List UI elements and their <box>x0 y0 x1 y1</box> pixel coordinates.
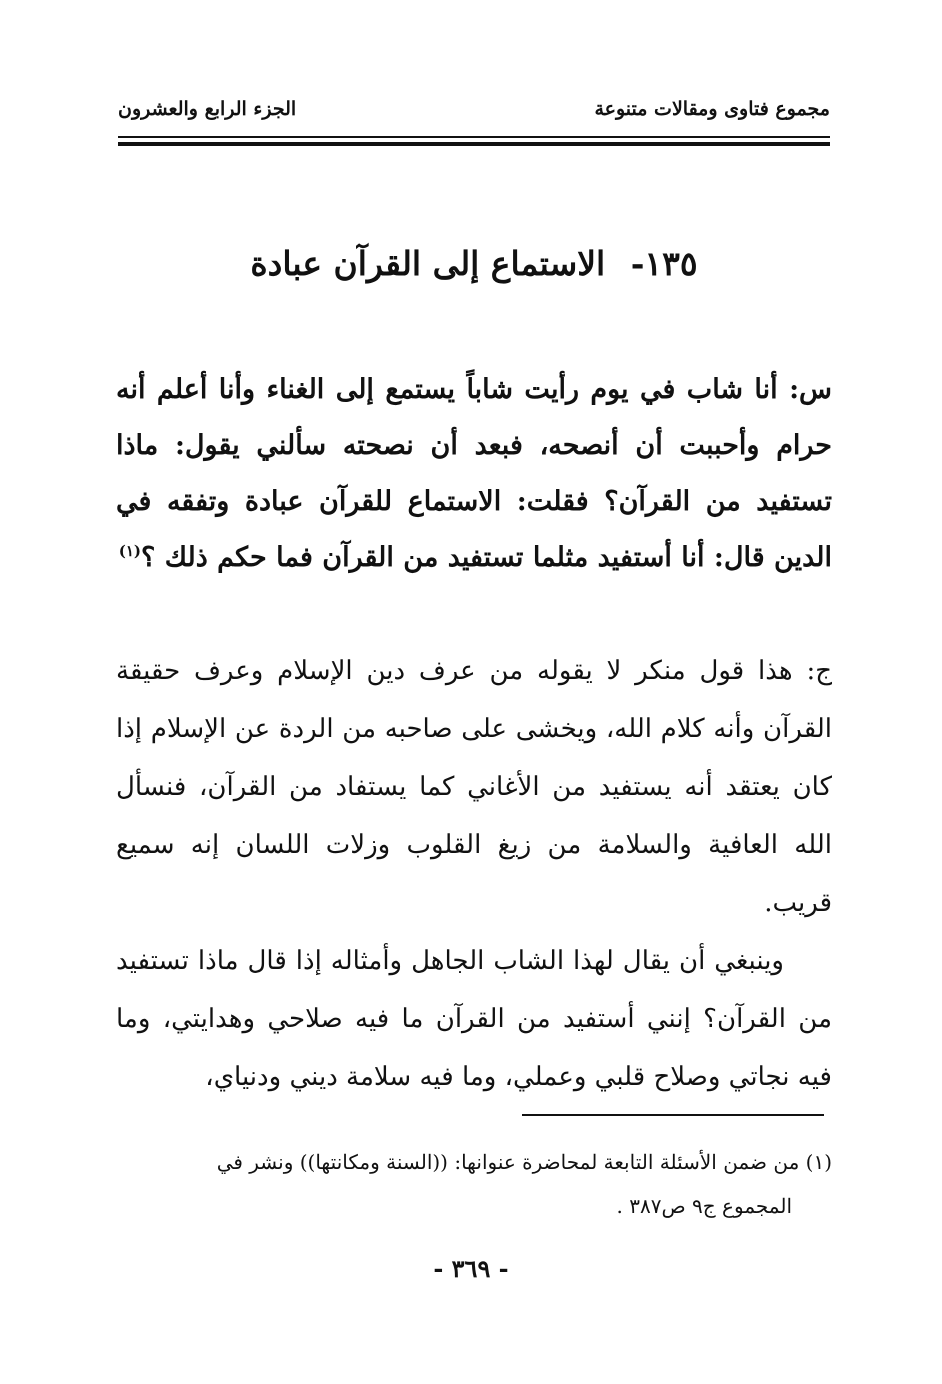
answer-paragraph: وينبغي أن يقال لهذا الشاب الجاهل وأمثاله إذا قال ماذا تستفيد من القرآن؟ إنني أستفيد من القرآن ما فيه صلاحي وهدايتي، وما فيه نجاتي وصلاح قلبي وعملي، وما فيه سلامة ديني ودنياي، <box>116 946 832 1092</box>
answer-paragraph: ج: هذا قول منكر لا يقوله من عرف دين الإسلام وعرف حقيقة القرآن وأنه كلام الله، ويخشى على صاحبه من الردة عن الإسلام إذا كان يعتقد أنه يستفيد من الأغاني كما يستفاد من القرآن، فنسأل الله العافية والسلامة من زيغ القلوب وزلات اللسان إنه سميع قريب. <box>116 656 832 918</box>
chapter-heading <box>118 244 830 283</box>
question-block <box>116 362 832 586</box>
page-number: - ٣٦٩ - <box>433 1254 509 1283</box>
footnote-line: (١) من ضمن الأسئلة التابعة لمحاضرة عنوانها: ((السنة ومكانتها)) ونشر في <box>216 1150 832 1174</box>
header-rule-thick <box>118 142 830 146</box>
footnote <box>116 1140 832 1228</box>
header-rule-thin <box>118 136 830 138</box>
volume-label: الجزء الرابع والعشرون <box>118 98 297 120</box>
footnote-separator <box>522 1114 824 1116</box>
footnote-line: المجموع ج٩ ص٣٨٧ . <box>616 1194 792 1218</box>
chapter-number: ١٣٥- <box>630 244 698 283</box>
chapter-title: الاستماع إلى القرآن عبادة <box>250 244 606 283</box>
book-title: مجموع فتاوى ومقالات متنوعة <box>594 98 830 120</box>
question-text: س: أنا شاب في يوم رأيت شاباً يستمع إلى الغناء وأنا أعلم أنه حرام وأحببت أن أنصحه، فبعد أن نصحته سألني يقول: ماذا تستفيد من القرآن؟ فقلت: الاستماع للقرآن عبادة وتفقه في الدين قال: أنا أستفيد مثلما تستفيد من القرآن فما حكم ذلك ؟ <box>116 374 832 573</box>
running-head <box>118 98 830 132</box>
footnote-reference: (١) <box>118 542 142 560</box>
answer-block <box>116 642 832 1106</box>
